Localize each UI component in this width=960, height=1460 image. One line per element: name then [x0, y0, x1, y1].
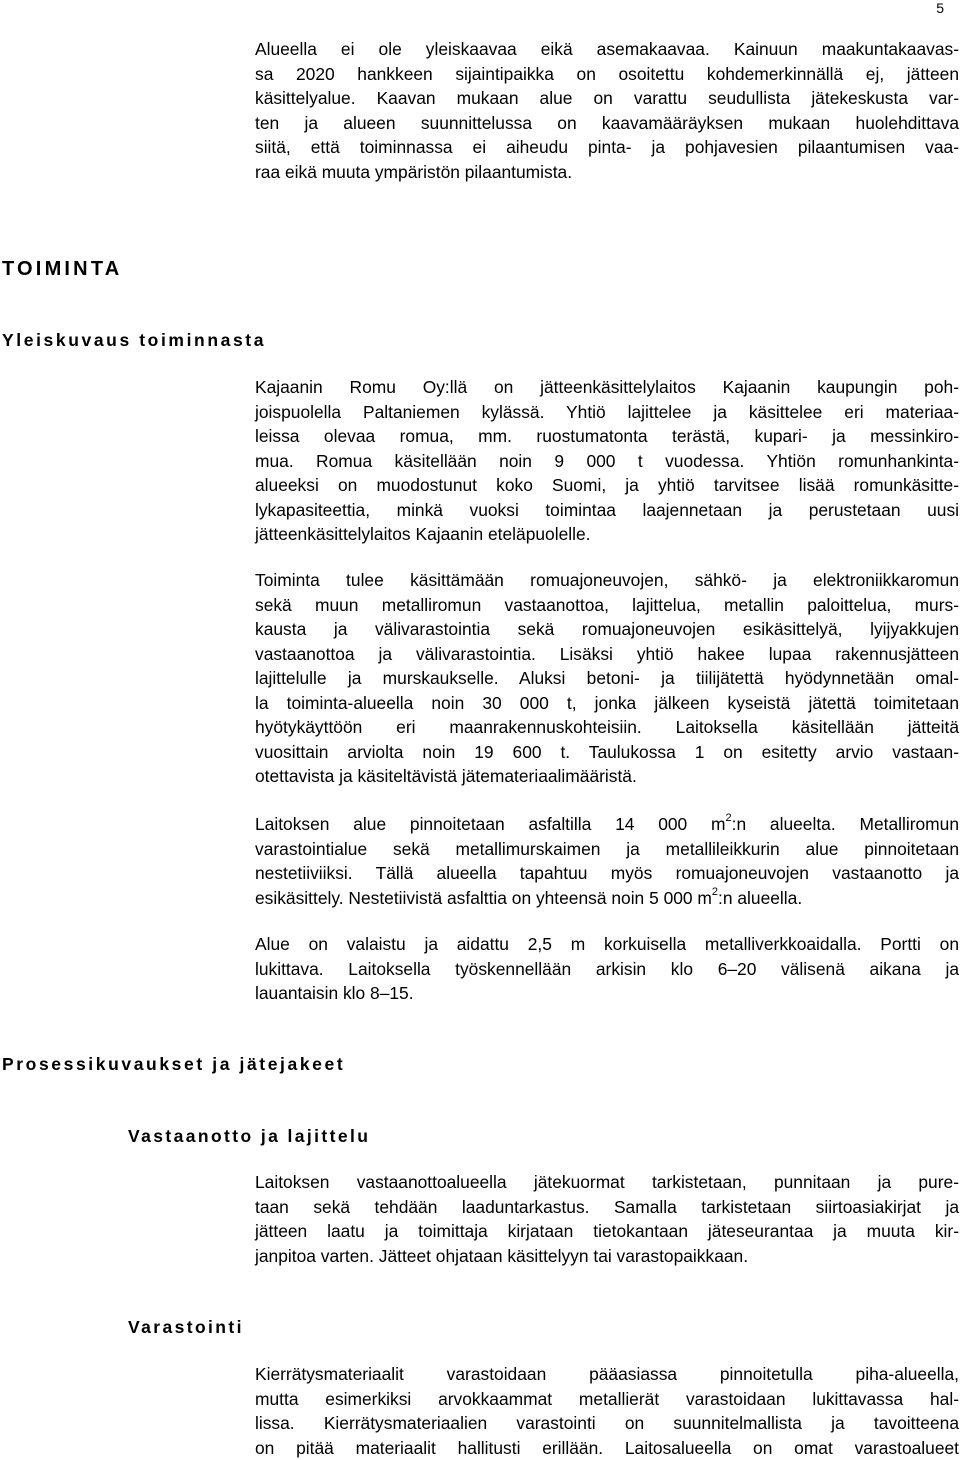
text-segment: esikäsittely. Nestetiivistä asfalttia on yhteensä noin 5 000 m — [255, 887, 712, 908]
text-line: alueeksi on muodostunut koko Suomi, ja yhtiö tarvitsee lisää romunkäsitte- — [255, 475, 959, 495]
text-segment: Laitoksen alue pinnoitetaan asfaltilla 14 000 m — [255, 814, 726, 834]
text-line: jätteen laatu ja toimittaja kirjataan tietokantaan jäteseurantaa ja muuta kir- — [255, 1221, 959, 1241]
yleiskuvaus-paragraph-2 — [255, 568, 959, 789]
text-line: lykapasiteettia, minkä vuoksi toimintaa laajennetaan ja perustetaan uusi — [255, 499, 959, 520]
superscript: 2 — [711, 885, 719, 898]
text-line: la toiminta-alueella noin 30 000 t, jonka jälkeen kyseistä jätettä toimitetaan — [255, 692, 959, 713]
text-line — [255, 812, 959, 837]
text-line: taan sekä tehdään laaduntarkastus. Samalla tarkistetaan siirtoasiakirjat ja — [255, 1196, 959, 1217]
subsection-heading-yleiskuvaus: Yleiskuvaus toiminnasta — [2, 330, 267, 350]
text-line: ten ja alueen suunnittelussa on kaavamääräyksen mukaan huolehdittava — [255, 112, 959, 133]
yleiskuvaus-paragraph-1 — [255, 375, 959, 547]
text-line: lissa. Kierrätysmateriaalien varastointi on suunnitelmallista ja tavoitteena — [255, 1413, 959, 1433]
text-line: lukittava. Laitoksella työskennellään arkisin klo 6–20 välisenä aikana ja — [255, 958, 959, 979]
text-line: raa eikä muuta ympäristön pilaantumista. — [255, 161, 573, 182]
text-segment: :n alueella. — [718, 887, 803, 908]
subsubsection-heading-vastaanotto: Vastaanotto ja lajittelu — [128, 1126, 371, 1146]
text-line: on pitää materiaalit hallitusti erillään. Laitosalueella on omat varastoalueet — [255, 1437, 959, 1458]
subsection-heading-prosessikuvaukset: Prosessikuvaukset ja jätejakeet — [2, 1054, 346, 1074]
text-line: mua. Romua käsitellään noin 9 000 t vuodessa. Yhtiön romunhankinta- — [255, 450, 959, 471]
text-line: Alueella ei ole yleiskaavaa eikä asemakaavaa. Kainuun maakuntakaavas- — [255, 39, 959, 59]
text-line: Kierrätysmateriaalit varastoidaan pääasiassa pinnoitetulla piha-alueella, — [255, 1364, 959, 1384]
text-line: jätteenkäsittelylaitos Kajaanin eteläpuolelle. — [255, 524, 591, 544]
text-line: lauantaisin klo 8–15. — [255, 983, 414, 1003]
section-heading-toiminta: TOIMINTA — [2, 258, 123, 280]
text-line: Laitoksen vastaanottoalueella jätekuormat tarkistetaan, punnitaan ja pure- — [255, 1172, 959, 1192]
text-line: vastaanottoa ja välivarastointia. Lisäksi yhtiö hakee lupaa rakennusjätteen — [255, 643, 959, 664]
text-line: sa 2020 hankkeen sijaintipaikka on osoitettu kohdemerkinnällä ej, jätteen — [255, 63, 959, 84]
superscript: 2 — [725, 812, 732, 825]
text-line: hyötykäyttöön eri maanrakennuskohteisiin. Laitoksella käsitellään jätteitä — [255, 717, 959, 737]
varastointi-paragraph — [255, 1362, 959, 1460]
text-line: sekä muun metalliromun vastaanottoa, lajittelua, metallin paloittelua, murs- — [255, 594, 959, 615]
intro-paragraph — [255, 37, 959, 184]
subsubsection-heading-varastointi: Varastointi — [128, 1317, 244, 1337]
text-line: otettavista ja käsiteltävistä jätemateriaalimääristä. — [255, 766, 637, 786]
yleiskuvaus-paragraph-4 — [255, 932, 959, 1006]
text-line: vuosittain arviolta noin 19 600 t. Taulukossa 1 on esitetty arvio vastaan- — [255, 741, 959, 762]
text-line: Toiminta tulee käsittämään romuajoneuvojen, sähkö- ja elektroniikkaromun — [255, 570, 959, 590]
vastaanotto-paragraph — [255, 1170, 959, 1268]
text-line: käsittelyalue. Kaavan mukaan alue on varattu seudullista jätekeskusta var- — [255, 88, 959, 108]
page-number: 5 — [936, 0, 944, 16]
text-segment: :n alueelta. Metalliromun — [731, 814, 959, 834]
text-line: siitä, että toiminnassa ei aiheudu pinta- ja pohjavesien pilaantumisen vaa- — [255, 137, 959, 157]
text-line: joispuolella Paltaniemen kylässä. Yhtiö lajittelee ja käsittelee eri materiaa- — [255, 401, 959, 422]
text-line: lajittelulle ja murskaukselle. Aluksi betoni- ja tiilijätettä hyödynnetään omal- — [255, 668, 959, 688]
text-line — [255, 886, 959, 911]
text-line: leissa olevaa romua, mm. ruostumatonta terästä, kupari- ja messinkiro- — [255, 426, 959, 446]
text-line: Kajaanin Romu Oy:llä on jätteenkäsittelylaitos Kajaanin kaupungin poh- — [255, 377, 959, 397]
text-line: Alue on valaistu ja aidattu 2,5 m korkuisella metalliverkkoaidalla. Portti on — [255, 934, 959, 954]
text-line: nestetiiviiksi. Tällä alueella tapahtuu myös romuajoneuvojen vastaanotto ja — [255, 863, 959, 883]
yleiskuvaus-paragraph-3 — [255, 812, 959, 910]
text-line: varastointialue sekä metallimurskaimen ja metallileikkurin alue pinnoitetaan — [255, 838, 959, 859]
text-line: mutta esimerkiksi arvokkaammat metallierät varastoidaan lukittavassa hal- — [255, 1388, 959, 1409]
text-line: kausta ja välivarastointia sekä romuajoneuvojen esikäsittelyä, lyijyakkujen — [255, 619, 959, 639]
text-line: janpitoa varten. Jätteet ohjataan käsittelyyn tai varastopaikkaan. — [255, 1245, 749, 1266]
